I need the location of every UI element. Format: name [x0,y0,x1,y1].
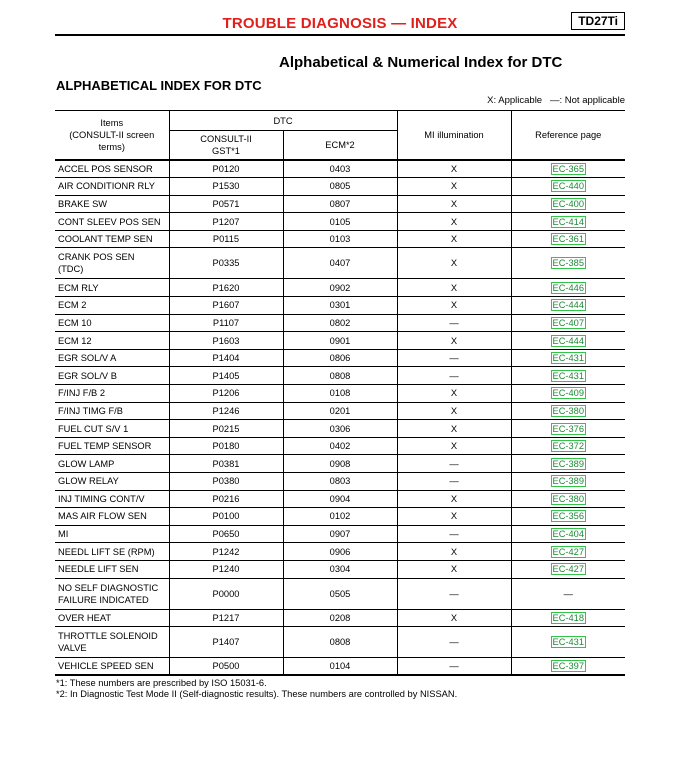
section-title: Alphabetical & Numerical Index for DTC [279,54,563,71]
table-row [55,455,625,473]
consult-cell: P1404 [169,349,283,367]
consult-cell: P0115 [169,230,283,248]
reference-cell [511,543,625,561]
reference-link[interactable]: EC-380 [552,405,585,416]
item-cell: EGR SOL/V A [55,349,169,367]
ecm-cell: 0201 [283,402,397,420]
header-rule [55,34,625,36]
item-cell: ECM 12 [55,332,169,350]
reference-cell [511,213,625,231]
ecm-cell: 0902 [283,279,397,297]
reference-cell [511,230,625,248]
ecm-cell: 0403 [283,160,397,178]
consult-cell: P0571 [169,195,283,213]
item-cell: ECM 2 [55,297,169,315]
ecm-cell: 0808 [283,627,397,658]
item-cell: F/INJ F/B 2 [55,385,169,403]
consult-cell: P1242 [169,543,283,561]
reference-link[interactable]: EC-404 [552,529,585,540]
ecm-cell: 0904 [283,490,397,508]
item-cell: FUEL CUT S/V 1 [55,420,169,438]
consult-cell: P1240 [169,560,283,578]
item-cell: CRANK POS SEN (TDC) [55,248,169,279]
reference-cell [511,349,625,367]
table-row [55,332,625,350]
item-cell: ECM RLY [55,279,169,297]
mi-cell: X [397,297,511,315]
reference-cell [511,178,625,196]
consult-cell: P1607 [169,297,283,315]
item-cell: ACCEL POS SENSOR [55,160,169,178]
table-row [55,437,625,455]
consult-cell: P1405 [169,367,283,385]
ecm-cell: 0806 [283,349,397,367]
mi-cell: — [397,578,511,609]
reference-link[interactable]: EC-444 [552,335,585,346]
mi-cell: X [397,420,511,438]
consult-cell: P1407 [169,627,283,658]
table-row [55,367,625,385]
item-cell: GLOW LAMP [55,455,169,473]
consult-cell: P1620 [169,279,283,297]
mi-cell: X [397,213,511,231]
reference-link[interactable]: EC-389 [552,458,585,469]
header-dtc: DTC [169,111,397,131]
reference-link[interactable]: EC-361 [552,234,585,245]
mi-cell: — [397,455,511,473]
consult-cell: P1107 [169,314,283,332]
subheading: ALPHABETICAL INDEX FOR DTC [56,78,262,93]
mi-cell: — [397,314,511,332]
item-cell: NEEDLE LIFT SEN [55,560,169,578]
item-cell: ECM 10 [55,314,169,332]
consult-cell: P0335 [169,248,283,279]
table-row [55,420,625,438]
item-cell: NEEDL LIFT SE (RPM) [55,543,169,561]
mi-cell: — [397,473,511,491]
ecm-cell: 0805 [283,178,397,196]
item-cell: MI [55,525,169,543]
table-row [55,279,625,297]
table-row [55,349,625,367]
reference-link[interactable]: EC-431 [552,637,585,648]
reference-cell [511,490,625,508]
reference-cell [511,437,625,455]
mi-cell: X [397,609,511,627]
header-reference-page: Reference page [511,111,625,161]
reference-link[interactable]: EC-397 [552,661,585,672]
consult-cell: P1603 [169,332,283,350]
reference-link[interactable]: EC-444 [552,300,585,311]
mi-cell: X [397,230,511,248]
footnote-2: *2: In Diagnostic Test Mode II (Self-diagnostic results). These numbers are controlled by NISSAN. [56,689,458,699]
consult-cell: P0100 [169,508,283,526]
table-row [55,473,625,491]
reference-link[interactable]: EC-409 [552,388,585,399]
ecm-cell: 0803 [283,473,397,491]
model-tag: TD27Ti [571,12,625,30]
reference-link[interactable]: EC-372 [552,441,585,452]
item-cell: F/INJ TIMG F/B [55,402,169,420]
table-row [55,525,625,543]
ecm-cell: 0808 [283,367,397,385]
reference-cell [511,195,625,213]
ecm-cell: 0906 [283,543,397,561]
item-cell: AIR CONDITIONR RLY [55,178,169,196]
ecm-cell: 0301 [283,297,397,315]
consult-cell: P0215 [169,420,283,438]
reference-cell [511,455,625,473]
consult-cell: P0216 [169,490,283,508]
reference-link[interactable]: EC-414 [552,216,585,227]
ecm-cell: 0208 [283,609,397,627]
consult-cell: P0500 [169,658,283,676]
item-cell: OVER HEAT [55,609,169,627]
item-cell: VEHICLE SPEED SEN [55,658,169,676]
mi-cell: X [397,195,511,213]
table-row [55,627,625,658]
table-row [55,543,625,561]
reference-link[interactable]: EC-376 [552,423,585,434]
mi-cell: — [397,627,511,658]
footnote-1: *1: These numbers are prescribed by ISO 15031-6. [56,678,267,688]
mi-cell: X [397,543,511,561]
table-row [55,578,625,609]
page-header [55,12,625,34]
item-cell: BRAKE SW [55,195,169,213]
item-cell: NO SELF DIAGNOSTIC FAILURE INDICATED [55,578,169,609]
table-body [55,160,625,675]
table-row [55,160,625,178]
reference-link[interactable]: EC-418 [552,612,585,623]
reference-cell [511,297,625,315]
reference-link[interactable]: EC-446 [552,282,585,293]
table-row [55,402,625,420]
ecm-cell: 0505 [283,578,397,609]
reference-cell [511,473,625,491]
table-row [55,490,625,508]
reference-cell [511,508,625,526]
table-row [55,230,625,248]
table-row [55,609,625,627]
consult-cell: P1246 [169,402,283,420]
consult-cell: P1206 [169,385,283,403]
reference-cell [511,314,625,332]
header-items: Items (CONSULT-II screen terms) [55,111,169,161]
reference-link[interactable]: EC-389 [552,476,585,487]
mi-cell: X [397,437,511,455]
item-cell: COOLANT TEMP SEN [55,230,169,248]
reference-cell [511,525,625,543]
table-row [55,297,625,315]
consult-cell: P0000 [169,578,283,609]
item-cell: MAS AIR FLOW SEN [55,508,169,526]
ecm-cell: 0102 [283,508,397,526]
mi-cell: — [397,349,511,367]
reference-link[interactable]: EC-407 [552,317,585,328]
reference-link[interactable]: EC-427 [552,546,585,557]
item-cell: FUEL TEMP SENSOR [55,437,169,455]
reference-cell [511,658,625,676]
item-cell: GLOW RELAY [55,473,169,491]
mi-cell: — [397,658,511,676]
consult-cell: P0650 [169,525,283,543]
consult-cell: P1207 [169,213,283,231]
ecm-cell: 0304 [283,560,397,578]
mi-cell: X [397,178,511,196]
mi-cell: — [397,525,511,543]
reference-cell [511,160,625,178]
mi-cell: X [397,490,511,508]
header-consult: CONSULT-II GST*1 [169,131,283,161]
ecm-cell: 0103 [283,230,397,248]
ecm-cell: 0105 [283,213,397,231]
table-row [55,560,625,578]
reference-cell [511,248,625,279]
reference-link[interactable]: EC-431 [552,353,585,364]
table-row [55,248,625,279]
consult-cell: P0120 [169,160,283,178]
reference-cell [511,402,625,420]
consult-cell: P0381 [169,455,283,473]
reference-cell [511,420,625,438]
table-row [55,658,625,676]
reference-link[interactable]: EC-356 [552,511,585,522]
reference-cell [511,385,625,403]
mi-cell: X [397,279,511,297]
table-row [55,178,625,196]
mi-cell: X [397,402,511,420]
mi-cell: X [397,160,511,178]
item-cell: INJ TIMING CONT/V [55,490,169,508]
consult-cell: P1217 [169,609,283,627]
ecm-cell: 0908 [283,455,397,473]
table-row [55,314,625,332]
ecm-cell: 0802 [283,314,397,332]
item-cell: CONT SLEEV POS SEN [55,213,169,231]
header-mi-illumination: MI illumination [397,111,511,161]
mi-cell: — [397,367,511,385]
ecm-cell: 0807 [283,195,397,213]
table-row [55,508,625,526]
ecm-cell: 0402 [283,437,397,455]
ecm-cell: 0901 [283,332,397,350]
ecm-cell: 0306 [283,420,397,438]
consult-cell: P0180 [169,437,283,455]
ecm-cell: 0104 [283,658,397,676]
table-row [55,385,625,403]
reference-link[interactable]: EC-385 [552,258,585,269]
ecm-cell: 0907 [283,525,397,543]
reference-cell [511,279,625,297]
reference-cell [511,332,625,350]
reference-link[interactable]: EC-365 [552,164,585,175]
legend: X: Applicable —: Not applicable [487,95,625,106]
table-row [55,213,625,231]
page-title: TROUBLE DIAGNOSIS — INDEX [222,15,458,32]
dtc-index-table [55,110,625,676]
ecm-cell: 0407 [283,248,397,279]
reference-cell [511,627,625,658]
consult-cell: P0380 [169,473,283,491]
reference-cell [511,560,625,578]
ecm-cell: 0108 [283,385,397,403]
reference-cell [511,367,625,385]
mi-cell: X [397,508,511,526]
reference-link[interactable]: EC-400 [552,198,585,209]
mi-cell: X [397,385,511,403]
item-cell: EGR SOL/V B [55,367,169,385]
mi-cell: X [397,560,511,578]
consult-cell: P1530 [169,178,283,196]
footnotes [56,678,457,700]
reference-link[interactable]: EC-427 [552,564,585,575]
reference-cell [511,609,625,627]
table-row [55,195,625,213]
item-cell: THROTTLE SOLENOID VALVE [55,627,169,658]
reference-link[interactable]: EC-431 [552,370,585,381]
mi-cell: X [397,332,511,350]
header-ecm: ECM*2 [283,131,397,161]
reference-link[interactable]: EC-440 [552,181,585,192]
reference-cell: — [511,578,625,609]
mi-cell: X [397,248,511,279]
reference-link[interactable]: EC-380 [552,493,585,504]
